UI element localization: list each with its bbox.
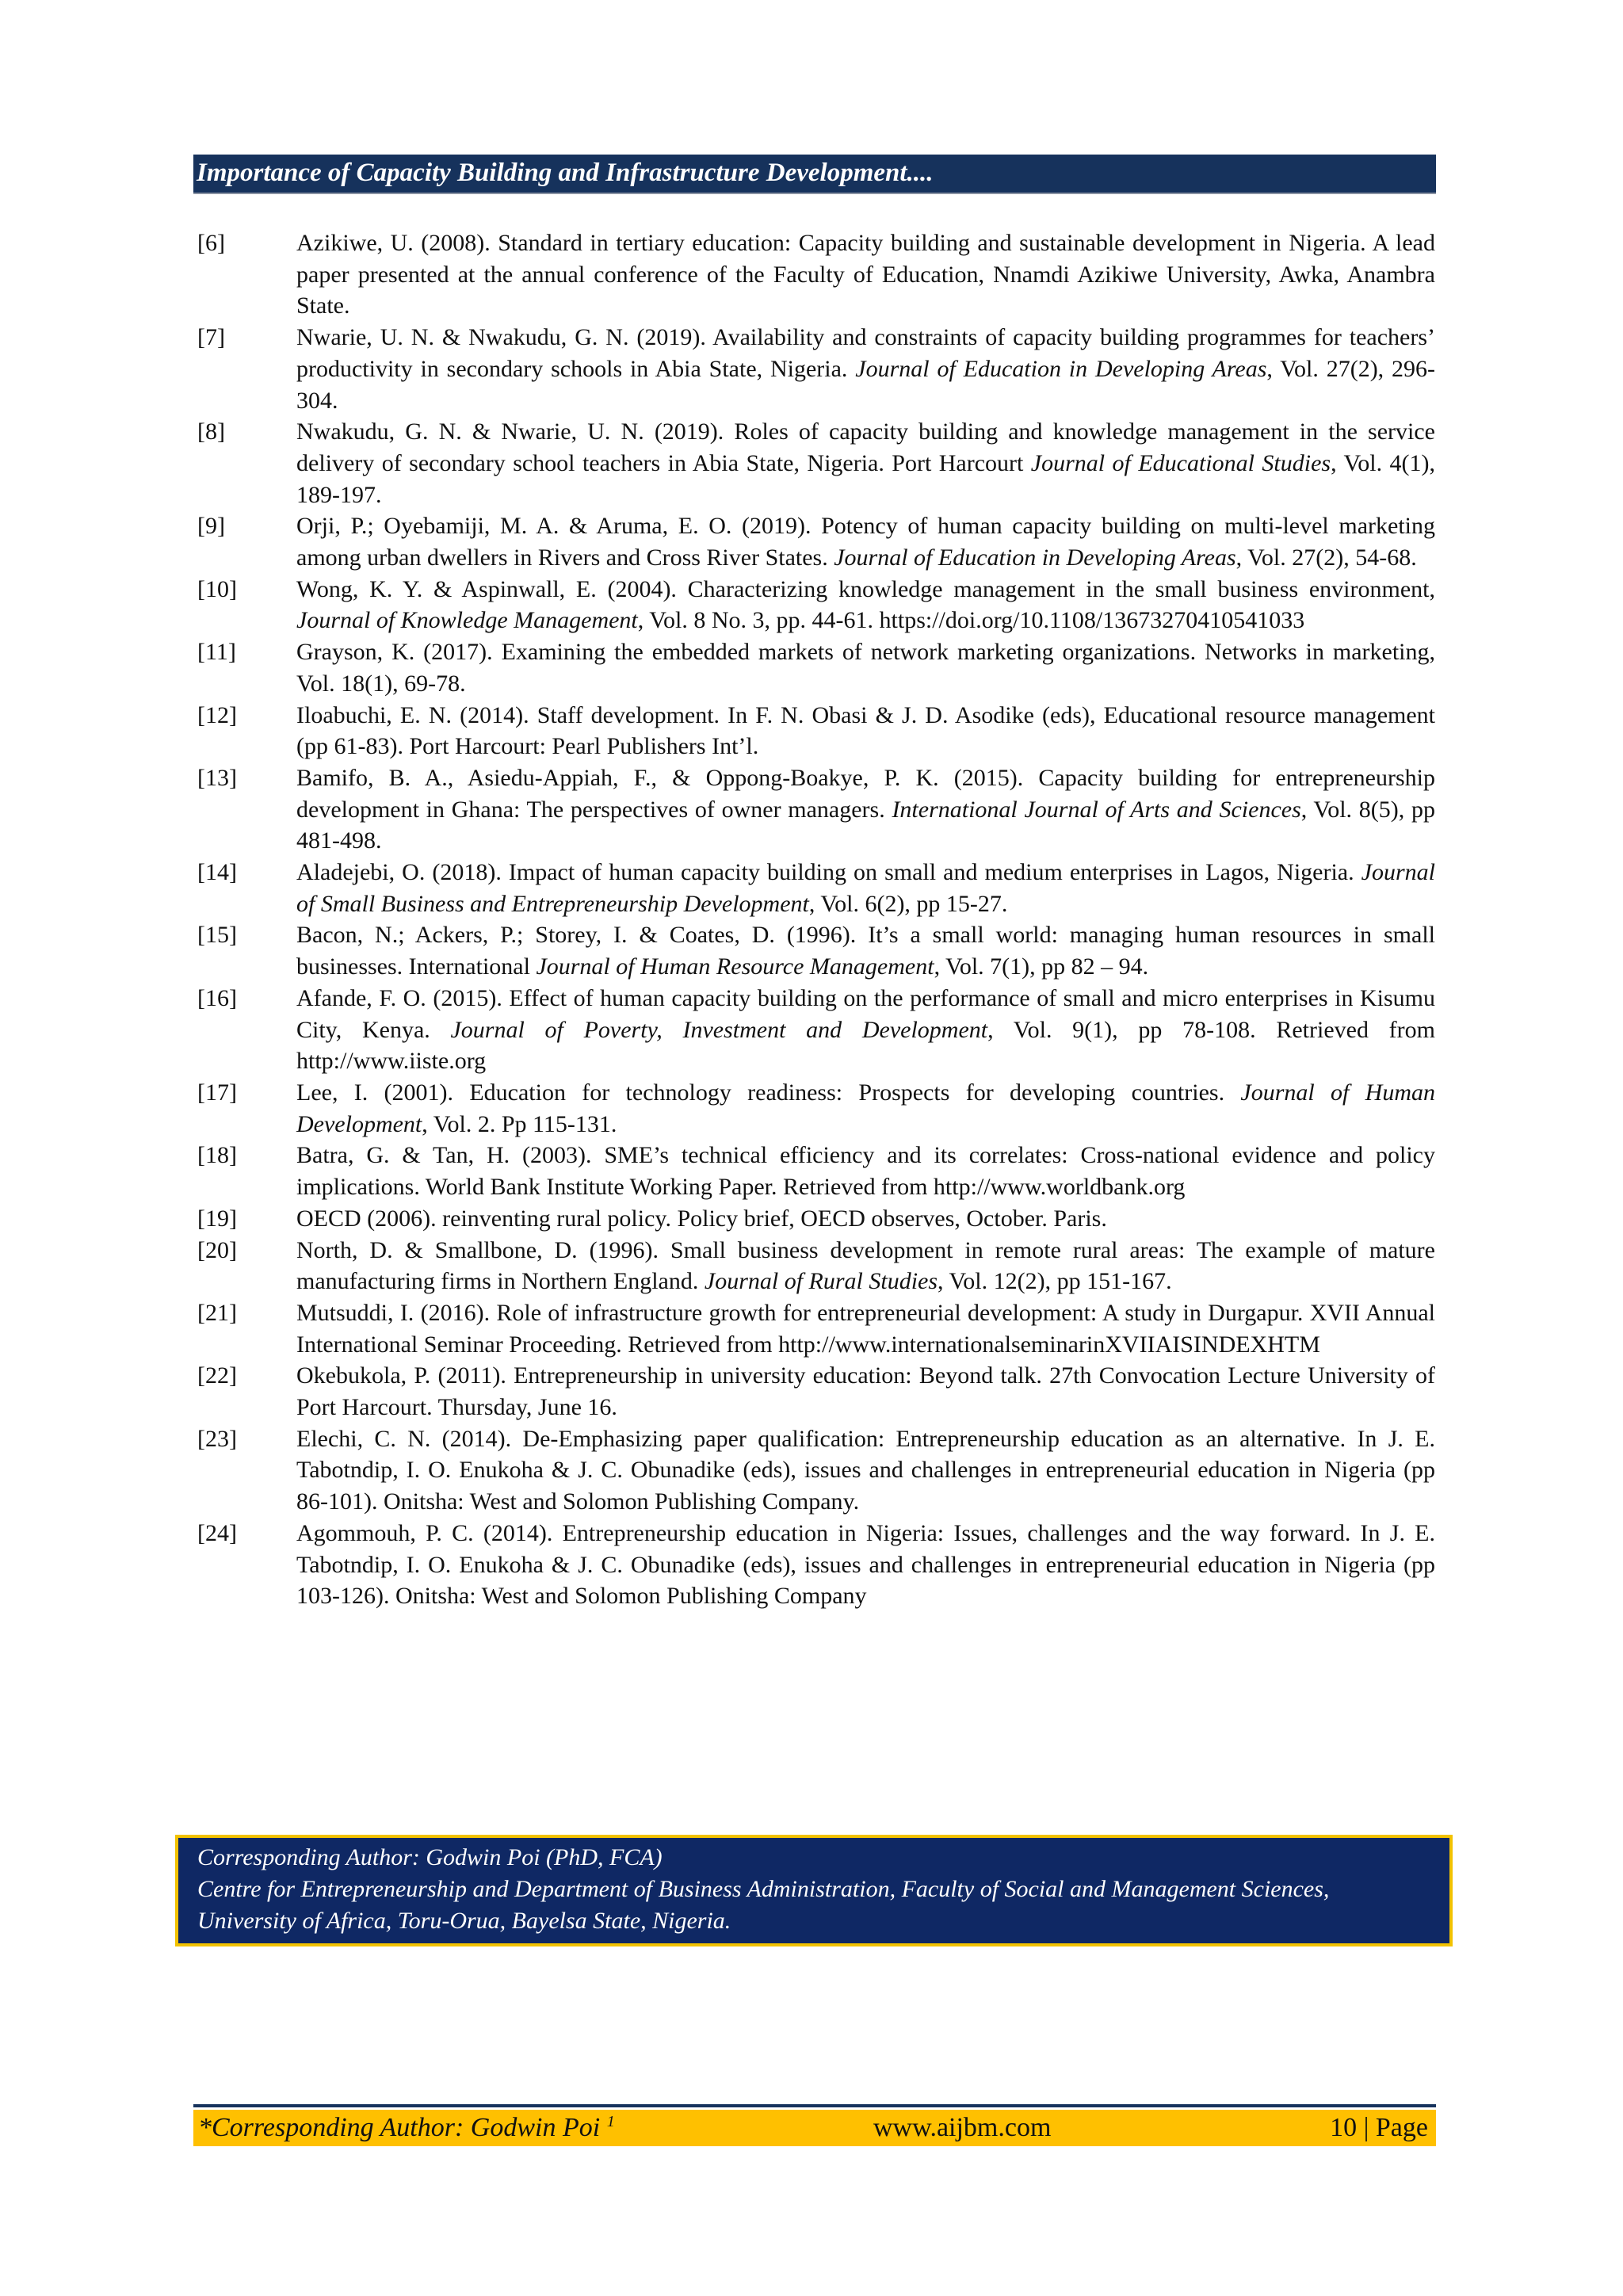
reference-journal-title: Journal of Human Development — [296, 1079, 1435, 1137]
reference-journal-title: Journal of Knowledge Management — [296, 607, 638, 634]
reference-number: [8] — [197, 418, 225, 445]
footer-divider — [193, 2104, 1436, 2107]
reference-text-segment: OECD (2006). reinventing rural policy. Policy brief, OECD observes, October. Paris. — [296, 1205, 1107, 1232]
reference-text — [296, 1077, 1435, 1140]
reference-text-segment: Mutsuddi, I. (2016). Role of infrastructure growth for entrepreneurial development: A study in Durgapur. XVII Annual International Seminar Proceeding. Retrieved from http://www.internationalseminarinXVIIAISINDEXHTM — [296, 1299, 1435, 1358]
reference-text — [296, 1297, 1435, 1360]
reference-entry — [197, 983, 1435, 1077]
reference-text-segment: Afande, F. O. (2015). Effect of human capacity building on the performance of small and micro enterprises in Kisumu City, Kenya. — [296, 984, 1435, 1043]
reference-number: [6] — [197, 230, 225, 256]
reference-text — [296, 857, 1435, 919]
reference-text — [296, 1423, 1435, 1518]
reference-text-segment: , Vol. 2. Pp 115-131. — [422, 1110, 617, 1137]
reference-number: [13] — [197, 764, 237, 791]
reference-text-segment: , Vol. 6(2), pp 15-27. — [808, 890, 1008, 917]
reference-entry — [197, 1077, 1435, 1140]
reference-text — [296, 983, 1435, 1077]
reference-text — [296, 510, 1435, 573]
reference-entry — [197, 700, 1435, 762]
reference-text — [296, 636, 1435, 699]
reference-text-segment: Nwakudu, G. N. & Nwarie, U. N. (2019). Roles of capacity building and knowledge management in the service delivery of secondary school teachers in Abia State, Nigeria. Port Harcourt — [296, 418, 1435, 476]
reference-text-segment: , Vol. 9(1), pp 78-108. Retrieved from http://www.iiste.org — [296, 1016, 1435, 1075]
header-divider — [193, 193, 1436, 194]
reference-entry — [197, 1423, 1435, 1518]
reference-entry — [197, 762, 1435, 857]
reference-journal-title: International Journal of Arts and Sciences — [892, 796, 1301, 823]
footer-url[interactable]: www.aijbm.com — [873, 2113, 1052, 2142]
reference-number: [14] — [197, 859, 237, 886]
author-box-name: Corresponding Author: Godwin Poi (PhD, FCA) — [197, 1844, 663, 1870]
reference-number: [22] — [197, 1362, 237, 1389]
reference-text-segment: Nwarie, U. N. & Nwakudu, G. N. (2019). Availability and constraints of capacity building programmes for teachers’ productivity in secondary schools in Abia State, Nigeria. — [296, 324, 1435, 382]
reference-text-segment: , Vol. 8(5), pp 481-498. — [296, 796, 1435, 854]
corresponding-author-box — [175, 1835, 1453, 1946]
reference-entry — [197, 636, 1435, 699]
reference-number: [23] — [197, 1425, 237, 1452]
reference-text — [296, 322, 1435, 416]
reference-text-segment: , Vol. 27(2), 54-68. — [1235, 544, 1417, 571]
reference-number: [19] — [197, 1205, 237, 1232]
footer-author-text: *Corresponding Author: Godwin Poi — [198, 2113, 601, 2142]
reference-entry — [197, 1518, 1435, 1612]
reference-text — [296, 762, 1435, 857]
reference-number: [20] — [197, 1236, 237, 1263]
reference-entry — [197, 322, 1435, 416]
reference-text-segment: Agommouh, P. C. (2014). Entrepreneurship education in Nigeria: Issues, challenges and the way forward. In J. E. Tabotndip, I. O. Enukoha & J. C. Obunadike (eds), issues and challenges in entrepreneurial education in Nigeria (pp 103-126). Onitsha: West and Solomon Publishing Company — [296, 1519, 1435, 1610]
reference-text-segment: Elechi, C. N. (2014). De-Emphasizing paper qualification: Entrepreneurship education as an alternative. In J. E. Tabotndip, I. O. Enukoha & J. C. Obunadike (eds), issues and challenges in entrepreneurial education in Nigeria (pp 86-101). Onitsha: West and Solomon Publishing Company. — [296, 1425, 1435, 1515]
reference-journal-title: Journal of Education in Developing Areas — [855, 355, 1267, 382]
reference-text-segment: , Vol. 12(2), pp 151-167. — [938, 1268, 1172, 1295]
reference-text-segment: Wong, K. Y. & Aspinwall, E. (2004). Characterizing knowledge management in the small business environment, — [296, 575, 1435, 602]
reference-number: [10] — [197, 575, 237, 602]
author-box-affiliation: Centre for Entrepreneurship and Department of Business Administration, Faculty of Social and Management Sciences, University of Africa, Toru-Orua, Bayelsa State, Nigeria. — [197, 1876, 1330, 1934]
reference-entry — [197, 1140, 1435, 1202]
running-header — [193, 155, 1436, 193]
reference-text-segment: Bamifo, B. A., Asiedu-Appiah, F., & Oppong-Boakye, P. K. (2015). Capacity building for entrepreneurship development in Ghana: The perspectives of owner managers. — [296, 764, 1435, 823]
reference-list — [197, 227, 1435, 1612]
reference-number: [21] — [197, 1299, 237, 1326]
reference-text-segment: Iloabuchi, E. N. (2014). Staff development. In F. N. Obasi & J. D. Asodike (eds), Educational resource management (pp 61-83). Port Harcourt: Pearl Publishers Int’l. — [296, 701, 1435, 760]
reference-text-segment: North, D. & Smallbone, D. (1996). Small business development in remote rural areas: The example of mature manufacturing firms in Northern England. — [296, 1236, 1435, 1295]
footer-page-number: 10 | Page — [1330, 2113, 1428, 2142]
reference-number: [24] — [197, 1519, 237, 1546]
reference-journal-title: Journal of Human Resource Management — [536, 953, 934, 980]
reference-text-segment: , Vol. 27(2), 296-304. — [296, 355, 1436, 414]
reference-text-segment: Bacon, N.; Ackers, P.; Storey, I. & Coates, D. (1996). It’s a small world: managing human resources in small businesses. International — [296, 922, 1435, 980]
reference-number: [16] — [197, 984, 237, 1011]
reference-number: [18] — [197, 1142, 237, 1169]
reference-text — [296, 227, 1435, 322]
reference-text — [296, 574, 1435, 636]
reference-entry — [197, 1360, 1435, 1423]
reference-entry — [197, 1203, 1435, 1235]
reference-text — [296, 700, 1435, 762]
reference-journal-title: Journal of Educational Studies — [1030, 449, 1331, 476]
running-header-title: Importance of Capacity Building and Infrastructure Development.... — [197, 159, 934, 187]
reference-entry — [197, 510, 1435, 573]
reference-journal-title: Journal of Small Business and Entrepreneurship Development — [296, 859, 1435, 917]
reference-number: [9] — [197, 513, 225, 540]
reference-text — [296, 1235, 1435, 1297]
reference-entry — [197, 919, 1435, 982]
reference-entry — [197, 416, 1435, 510]
reference-entry — [197, 1235, 1435, 1297]
page-footer — [193, 2110, 1436, 2146]
reference-text-segment: Azikiwe, U. (2008). Standard in tertiary education: Capacity building and sustainable development in Nigeria. A lead paper presented at the annual conference of the Faculty of Education, Nnamdi Azikiwe University, Awka, Anambra State. — [296, 230, 1435, 319]
reference-journal-title: Journal of Rural Studies — [704, 1268, 938, 1295]
reference-text-segment: Aladejebi, O. (2018). Impact of human capacity building on small and medium enterprises in Lagos, Nigeria. — [296, 859, 1361, 886]
footer-author — [198, 2110, 615, 2146]
reference-text-segment: , Vol. 8 No. 3, pp. 44-61. https://doi.org/10.1108/13673270410541033 — [637, 607, 1305, 634]
reference-entry — [197, 1297, 1435, 1360]
reference-number: [17] — [197, 1079, 237, 1106]
reference-text-segment: , Vol. 4(1), 189-197. — [296, 449, 1435, 508]
reference-number: [7] — [197, 324, 225, 351]
reference-text — [296, 1360, 1435, 1423]
reference-text — [296, 416, 1435, 510]
reference-text-segment: Orji, P.; Oyebamiji, M. A. & Aruma, E. O. (2019). Potency of human capacity building on multi-level marketing among urban dwellers in Rivers and Cross River States. — [296, 513, 1435, 571]
reference-journal-title: Journal of Education in Developing Areas — [834, 544, 1236, 571]
reference-text — [296, 919, 1435, 982]
reference-text-segment: Batra, G. & Tan, H. (2003). SME’s technical efficiency and its correlates: Cross-national evidence and policy implications. World Bank Institute Working Paper. Retrieved from http://www.worldbank.org — [296, 1142, 1435, 1201]
footer-author-superscript: 1 — [606, 2113, 615, 2130]
reference-journal-title: Journal of Poverty, Investment and Development — [450, 1016, 988, 1043]
reference-number: [12] — [197, 701, 237, 728]
reference-text-segment: Grayson, K. (2017). Examining the embedded markets of network marketing organizations. Networks in marketing, Vol. 18(1), 69-78. — [296, 639, 1435, 697]
reference-entry — [197, 574, 1435, 636]
reference-text-segment: Lee, I. (2001). Education for technology readiness: Prospects for developing countries. — [296, 1079, 1241, 1106]
reference-text — [296, 1518, 1435, 1612]
reference-entry — [197, 227, 1435, 322]
reference-entry — [197, 857, 1435, 919]
reference-number: [15] — [197, 922, 237, 949]
reference-text — [296, 1203, 1435, 1235]
reference-text-segment: , Vol. 7(1), pp 82 – 94. — [934, 953, 1149, 980]
reference-text — [296, 1140, 1435, 1202]
reference-number: [11] — [197, 639, 236, 666]
reference-text-segment: Okebukola, P. (2011). Entrepreneurship in university education: Beyond talk. 27th Convocation Lecture University of Port Harcourt. Thursday, June 16. — [296, 1362, 1435, 1421]
